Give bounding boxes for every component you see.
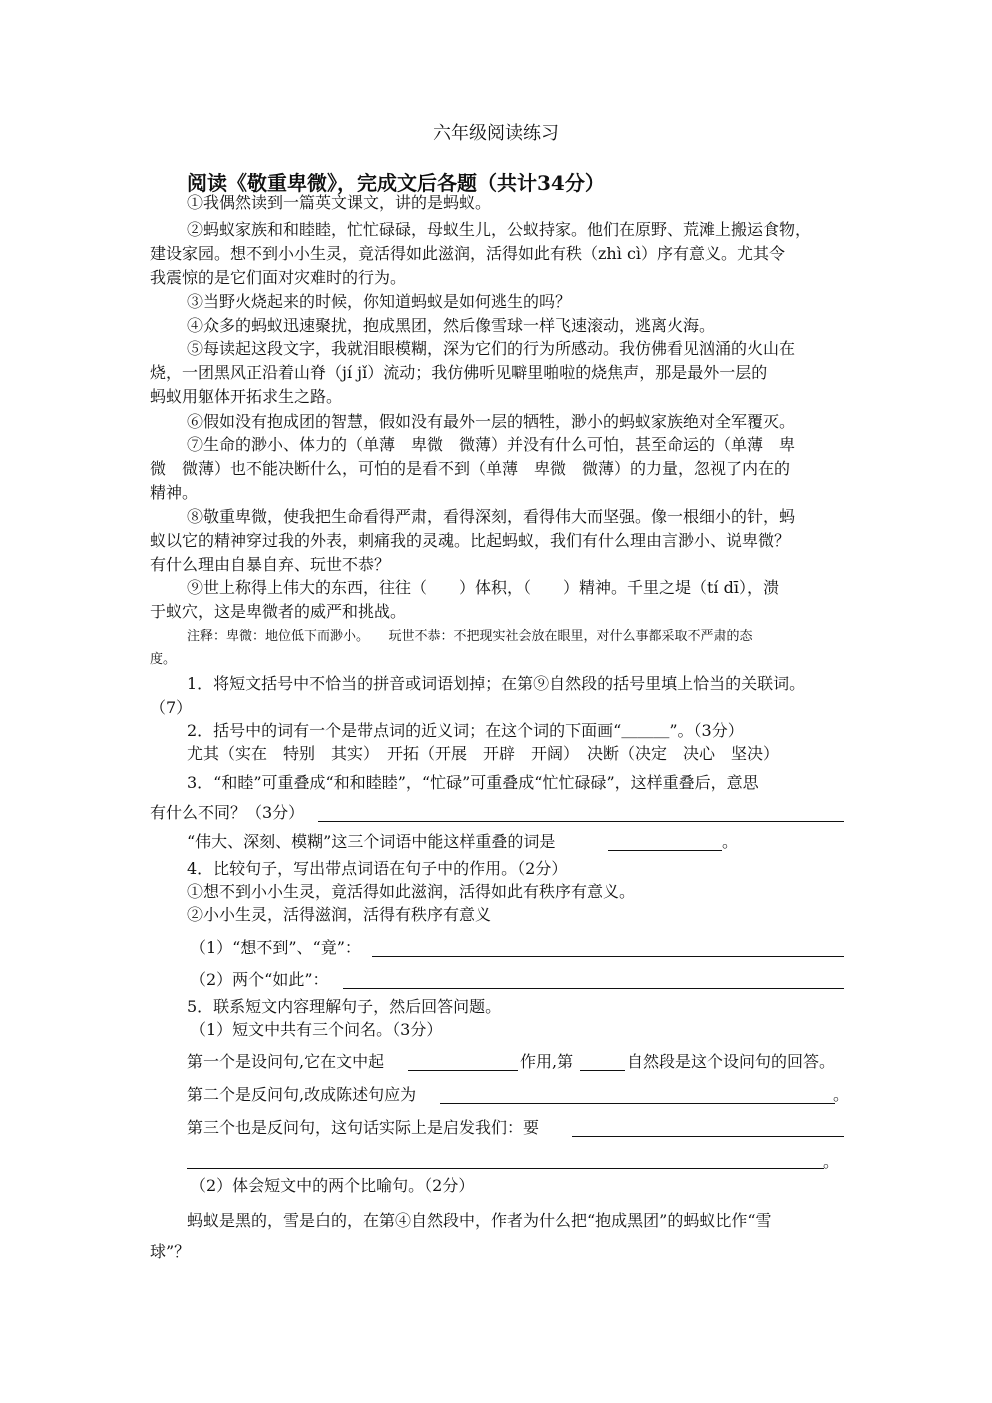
- question-1-line-2: （7）: [150, 698, 193, 717]
- paragraph-7-line-1: ⑦生命的渺小、体力的（单薄 卑微 微薄）并没有什么可怕，甚至命运的（单薄 卑: [187, 435, 796, 454]
- question-5-1b-period: 。: [833, 1085, 850, 1104]
- paragraph-8-line-3: 有什么理由自暴自弃、玩世不恭？: [150, 555, 391, 574]
- question-1-line-1: 1．将短文括号中不恰当的拼音或词语划掉；在第⑨自然段的括号里填上恰当的关联词。: [187, 674, 806, 693]
- annotation-line-2: 度。: [150, 652, 177, 667]
- paragraph-7-line-3: 精神。: [150, 483, 199, 502]
- answer-line-3a[interactable]: [318, 820, 844, 822]
- question-4-sentence-1: ①想不到小小生灵，竟活得如此滋润，活得如此有秩序有意义。: [187, 882, 636, 901]
- question-3-period: 。: [722, 832, 739, 851]
- paragraph-4: ④众多的蚂蚁迅速聚扰，抱成黑团，然后像雪球一样飞速滚动，逃离火海。: [187, 316, 716, 335]
- paragraph-2-line-3: 我震惊的是它们面对灾难时的行为。: [150, 268, 407, 287]
- paragraph-2-line-2: 建设家园。想不到小小生灵，竟活得如此滋润，活得如此有秩（zhì cì）序有意义。尤其令: [150, 244, 786, 263]
- answer-blank-5a-paragraph[interactable]: [580, 1069, 625, 1071]
- question-2: 2．括号中的词有一个是带点词的近义词；在这个词的下面画“＿＿＿”。（3分）: [187, 721, 744, 740]
- paragraph-9-line-1: ⑨世上称得上伟大的东西，往往（ ）体积，（ ）精神。千里之堤（tí dī），溃: [187, 578, 779, 597]
- question-2-word-groups: 尤其（实在 特别 其实） 开拓（开展 开辟 开阔） 决断（决定 决心 坚决）: [187, 744, 780, 763]
- question-5-1a-text-1: 第一个是设问句,它在文中起: [187, 1052, 385, 1071]
- question-5-2-line-2: 球”？: [150, 1242, 191, 1261]
- question-4-sentence-2: ②小小生灵，活得滋润，活得有秩序有意义: [187, 905, 492, 924]
- question-5-1c-period: 。: [823, 1152, 840, 1171]
- paragraph-7-line-2: 微 微薄）也不能决断什么，可怕的是看不到（单薄 卑微 微薄）的力量，忽视了内在的: [150, 459, 791, 478]
- paragraph-5-line-2: 烧，一团黑风正沿着山脊（jí jǐ）流动；我仿佛听见噼里啪啦的烧焦声，那是最外一层的: [150, 363, 768, 382]
- answer-line-5c-continued[interactable]: [187, 1167, 824, 1169]
- question-4-part-1: （1）“想不到”、“竟”：: [190, 938, 361, 957]
- question-5-1b-text: 第二个是反问句,改成陈述句应为: [187, 1085, 417, 1104]
- paragraph-5-line-1: ⑤每读起这段文字，我就泪眼模糊，深为它们的行为所感动。我仿佛看见汹涌的火山在: [187, 339, 796, 358]
- answer-blank-5a-role[interactable]: [408, 1069, 518, 1071]
- paragraph-2-line-1: ②蚂蚁家族和和睦睦，忙忙碌碌，母蚁生儿，公蚁持家。他们在原野、荒滩上搬运食物，: [187, 220, 812, 239]
- question-5-1a-text-2: 作用,第: [520, 1052, 574, 1071]
- question-5-part-2: （2）体会短文中的两个比喻句。（2分）: [190, 1176, 475, 1195]
- answer-line-5b[interactable]: [440, 1102, 835, 1104]
- paragraph-5-line-3: 蚂蚁用躯体开拓求生之路。: [150, 387, 343, 406]
- paragraph-1: ①我偶然读到一篇英文课文，讲的是蚂蚁。: [187, 193, 492, 212]
- question-5-2-line-1: 蚂蚁是黑的，雪是白的，在第④自然段中，作者为什么把“抱成黑团”的蚂蚁比作“雪: [187, 1211, 772, 1230]
- paragraph-3: ③当野火烧起来的时候，你知道蚂蚁是如何逃生的吗？: [187, 292, 572, 311]
- question-3-line-2: 有什么不同？（3分）: [150, 803, 305, 822]
- question-5: 5．联系短文内容理解句子，然后回答问题。: [187, 997, 502, 1016]
- answer-blank-3b[interactable]: [608, 849, 722, 851]
- answer-line-4b[interactable]: [343, 987, 844, 989]
- question-3-line-3: “伟大、深刻、模糊”这三个词语中能这样重叠的词是: [187, 832, 556, 851]
- page-title: 六年级阅读练习: [433, 123, 559, 144]
- answer-line-5c[interactable]: [572, 1135, 844, 1137]
- reading-heading: 阅读《敬重卑微》，完成文后各题（共计34分）: [187, 171, 605, 195]
- question-4: 4．比较句子，写出带点词语在句子中的作用。（2分）: [187, 859, 568, 878]
- paragraph-8-line-1: ⑧敬重卑微，使我把生命看得严肃，看得深刻，看得伟大而坚强。像一根细小的针，蚂: [187, 507, 796, 526]
- question-5-1a-text-3: 自然段是这个设问句的回答。: [627, 1052, 836, 1071]
- paragraph-9-line-2: 于蚁穴，这是卑微者的威严和挑战。: [150, 602, 407, 621]
- paragraph-8-line-2: 蚁以它的精神穿过我的外表，刺痛我的灵魂。比起蚂蚁，我们有什么理由言渺小、说卑微？: [150, 531, 791, 550]
- annotation-line-1: 注释：卑微：地位低下而渺小。 玩世不恭：不把现实社会放在眼里，对什么事都采取不严肃的态: [187, 629, 753, 644]
- question-5-1c-text: 第三个也是反问句，这句话实际上是启发我们：要: [187, 1118, 540, 1137]
- question-5-part-1: （1）短文中共有三个问名。（3分）: [190, 1020, 443, 1039]
- paragraph-6: ⑥假如没有抱成团的智慧，假如没有最外一层的牺牲，渺小的蚂蚁家族绝对全军覆灭。: [187, 412, 796, 431]
- question-4-part-2: （2）两个“如此”：: [190, 970, 329, 989]
- answer-line-4a[interactable]: [372, 955, 844, 957]
- question-3-line-1: 3．“和睦”可重叠成“和和睦睦”，“忙碌”可重叠成“忙忙碌碌”，这样重叠后，意思: [187, 773, 759, 792]
